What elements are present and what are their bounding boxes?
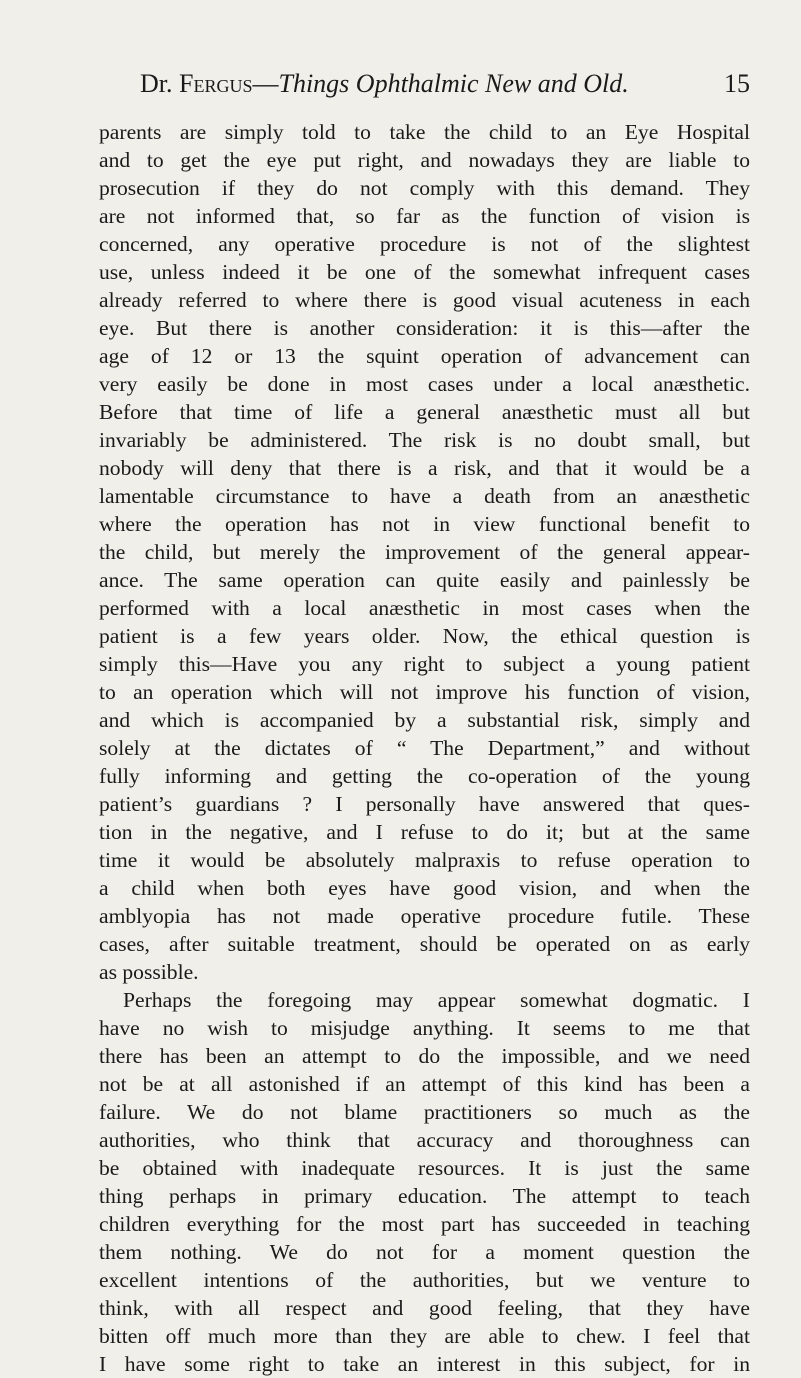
text-line: think, with all respect and good feeling, that they have	[99, 1296, 750, 1320]
text-line: and to get the eye put right, and nowadays they are liable to	[99, 148, 750, 172]
text-line: lamentable circumstance to have a death from an anæsthetic	[99, 484, 750, 508]
text-line: a child when both eyes have good vision, and when the	[99, 876, 750, 900]
text-line: authorities, who think that accuracy and thoroughness can	[99, 1128, 750, 1152]
text-line: to an operation which will not improve his function of vision,	[99, 680, 750, 704]
text-line: nobody will deny that there is a risk, and that it would be a	[99, 456, 750, 480]
text-line: not be at all astonished if an attempt of this kind has been a	[99, 1072, 750, 1096]
text-line: cases, after suitable treatment, should be operated on as early	[99, 932, 750, 956]
text-line: prosecution if they do not comply with this demand. They	[99, 176, 750, 200]
text-line: failure. We do not blame practitioners so much as the	[99, 1100, 750, 1124]
text-line: have no wish to misjudge anything. It seems to me that	[99, 1016, 750, 1040]
text-line: ance. The same operation can quite easily and painlessly be	[99, 568, 750, 592]
paragraph-1	[99, 118, 750, 986]
text-line: Perhaps the foregoing may appear somewhat dogmatic. I	[123, 988, 750, 1012]
text-line: amblyopia has not made operative procedure futile. These	[99, 904, 750, 928]
title-separator: —	[252, 69, 279, 98]
text-line: performed with a local anæsthetic in most cases when the	[99, 596, 750, 620]
page-number: 15	[724, 69, 750, 98]
text-line: eye. But there is another consideration: it is this—after the	[99, 316, 750, 340]
author-initial: Dr.	[140, 69, 179, 98]
article-title: Things Ophthalmic New and Old.	[278, 69, 629, 98]
text-line: are not informed that, so far as the function of vision is	[99, 204, 750, 228]
text-line: the child, but merely the improvement of the general appear-	[99, 540, 750, 564]
text-line: thing perhaps in primary education. The attempt to teach	[99, 1184, 750, 1208]
text-line: invariably be administered. The risk is no doubt small, but	[99, 428, 750, 452]
text-line: parents are simply told to take the child to an Eye Hospital	[99, 120, 750, 144]
paragraph-2	[99, 986, 750, 1378]
running-head	[100, 66, 750, 102]
text-line: tion in the negative, and I refuse to do it; but at the same	[99, 820, 750, 844]
text-line: patient’s guardians ? I personally have answered that ques-	[99, 792, 750, 816]
text-line: children everything for the most part has succeeded in teaching	[99, 1212, 750, 1236]
text-line: as possible.	[99, 960, 199, 984]
text-line: them nothing. We do not for a moment question the	[99, 1240, 750, 1264]
body-text	[99, 118, 750, 1378]
text-line: use, unless indeed it be one of the somewhat infrequent cases	[99, 260, 750, 284]
text-line: be obtained with inadequate resources. It is just the same	[99, 1156, 750, 1180]
running-title	[140, 66, 629, 102]
author-name: Fergus	[179, 69, 253, 98]
text-line: simply this—Have you any right to subject a young patient	[99, 652, 750, 676]
text-line: solely at the dictates of “ The Department,” and without	[99, 736, 750, 760]
text-line: and which is accompanied by a substantial risk, simply and	[99, 708, 750, 732]
text-line: Before that time of life a general anæsthetic must all but	[99, 400, 750, 424]
text-line: excellent intentions of the authorities, but we venture to	[99, 1268, 750, 1292]
text-line: there has been an attempt to do the impossible, and we need	[99, 1044, 750, 1068]
text-line: bitten off much more than they are able to chew. I feel that	[99, 1324, 750, 1348]
text-line: very easily be done in most cases under a local anæsthetic.	[99, 372, 750, 396]
text-line: I have some right to take an interest in this subject, for in	[99, 1352, 750, 1376]
text-line: where the operation has not in view functional benefit to	[99, 512, 750, 536]
text-line: patient is a few years older. Now, the ethical question is	[99, 624, 750, 648]
text-line: time it would be absolutely malpraxis to refuse operation to	[99, 848, 750, 872]
text-line: concerned, any operative procedure is not of the slightest	[99, 232, 750, 256]
text-line: fully informing and getting the co-operation of the young	[99, 764, 750, 788]
text-line: already referred to where there is good visual acuteness in each	[99, 288, 750, 312]
text-line: age of 12 or 13 the squint operation of advancement can	[99, 344, 750, 368]
